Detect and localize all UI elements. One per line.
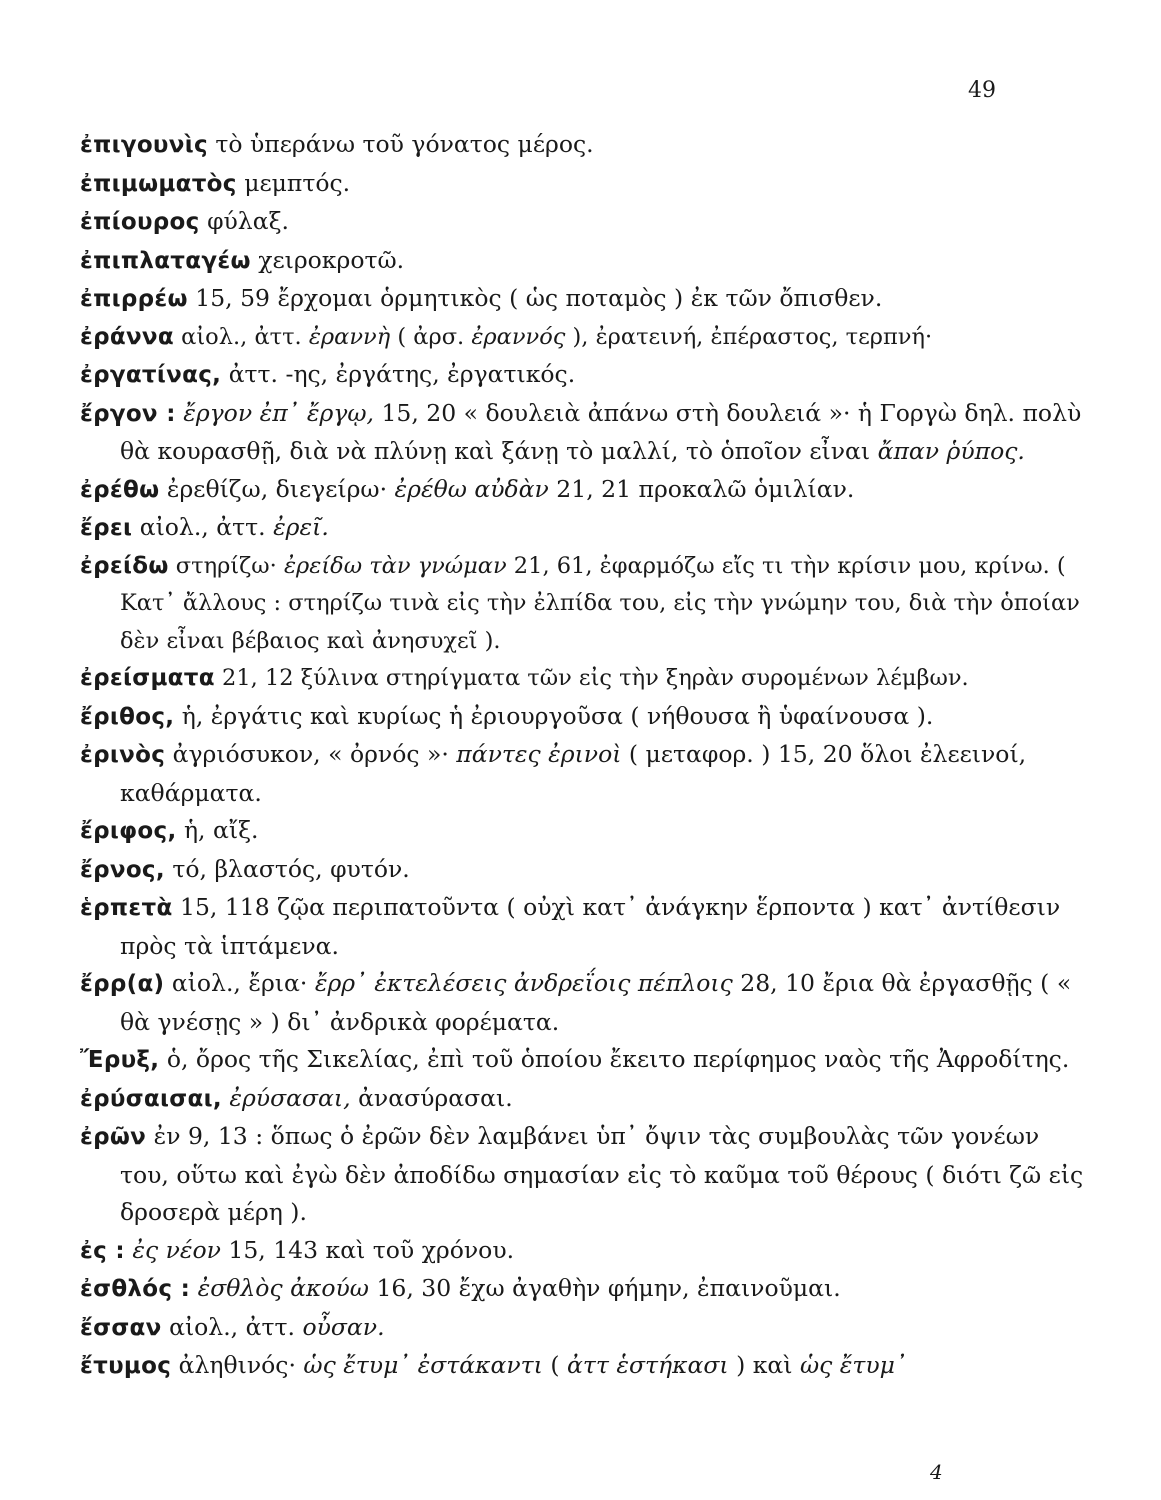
dictionary-entry	[80, 698, 1090, 737]
dictionary-entry	[80, 1309, 1090, 1348]
entry-definition: τὸ ὑπεράνω τοῦ γόνατος μέρος.	[207, 130, 594, 158]
entry-citation: οὖσαν.	[302, 1312, 385, 1341]
entry-headword: ἔσσαν	[80, 1314, 162, 1341]
entry-headword: ἐπιμωματὸς	[80, 170, 237, 197]
dictionary-entry	[80, 812, 1090, 851]
entry-definition: ἐρεθίζω, διεγείρω·	[159, 474, 395, 503]
dictionary-entry	[80, 548, 1090, 661]
entry-citation: ἐς νέον	[132, 1235, 221, 1264]
entry-definition: 21, 61, ἐφαρμόζω εἴς τι τὴν κρίσιν μου, κρίνω. ( Κατ᾽ ἄλλους : στηρίζω τινὰ εἰς τὴν ἐλπίδα του, εἰς τὴν γνώμην του, διὰ τὴν ὁποίαν δὲν εἶναι βέβαιος καὶ ἀνησυχεῖ ).	[120, 552, 1080, 654]
entry-citation: ἔρρ᾽ ἐκτελέσεις ἀνδρεΐοις πέπλοις	[314, 969, 733, 997]
entry-headword: ἐργατίνας,	[80, 362, 222, 388]
entry-headword: ἐρύσαισαι,	[80, 1085, 222, 1112]
entry-headword: ἐρείσματα	[80, 665, 215, 691]
entry-citation: ἐρέθω αὐδὰν	[394, 474, 549, 503]
entry-definition: αἰολ., ἔρια·	[164, 969, 315, 997]
entry-definition: ἀνασύρασαι.	[350, 1083, 513, 1112]
entry-definition: 21, 21 προκαλῶ ὁμιλίαν.	[548, 474, 855, 503]
entry-citation: ὡς ἔτυμ᾽	[799, 1351, 907, 1379]
dictionary-entry	[80, 1080, 1090, 1119]
dictionary-entry	[80, 1270, 1090, 1309]
entry-definition: 15, 59 ἔρχομαι ὁρμητικὸς ( ὡς ποταμὸς ) ἐκ τῶν ὄπισθεν.	[187, 284, 883, 312]
dictionary-entry	[80, 471, 1090, 510]
dictionary-entry	[80, 660, 1090, 698]
dictionary-entry	[80, 126, 1090, 165]
entry-definition: 15, 118 ζῷα περιπατοῦντα ( οὐχὶ κατ᾽ ἀνάγκην ἕρποντα ) κατ᾽ ἀντίθεσιν πρὸς τὰ ἱπτάμενα.	[120, 893, 1061, 960]
entry-definition: μεμπτός.	[236, 168, 351, 197]
entry-definition: τό, βλαστός, φυτόν.	[164, 854, 410, 883]
entry-citation: ἔργον ἐπ᾽ ἔργῳ,	[183, 398, 374, 427]
dictionary-entry	[80, 509, 1090, 548]
entry-citation: ἐρείδω τὰν γνώμαν	[283, 552, 507, 579]
entry-definition: αἰολ., ἀττ.	[174, 323, 309, 350]
entry-citation: ἐρύσασαι,	[229, 1083, 351, 1112]
entry-headword: ἔρρ(α)	[80, 971, 165, 997]
entry-definition: 16, 30 ἔχω ἀγαθὴν φήμην, ἐπαινοῦμαι.	[368, 1274, 841, 1302]
entry-definition: ἐν 9, 13 : ὅπως ὁ ἐρῶν δὲν λαμβάνει ὑπ᾽ ὄψιν τὰς συμβουλὰς τῶν γονέων του, οὕτω καὶ ἐγὼ δὲν ἀποδίδω σημασίαν εἰς τὸ καῦμα τοῦ θέρους ( διότι ζῶ εἰς δροσερὰ μέρη ).	[120, 1122, 1084, 1226]
entry-definition: ἀγριόσυκον, « ὀρνός »·	[165, 740, 457, 768]
entry-definition: ( ἀρσ.	[390, 323, 472, 350]
entry-headword: ἔργον :	[80, 400, 176, 427]
entry-headword: ἔρει	[80, 515, 133, 541]
entry-definition: ἡ, αἴξ.	[176, 816, 259, 844]
page-number: 49	[968, 78, 996, 103]
entry-headword: ἐσθλός :	[80, 1276, 191, 1302]
dictionary-entry	[80, 1232, 1090, 1271]
dictionary-entry	[80, 1041, 1090, 1080]
entry-headword: Ἔρυξ,	[80, 1047, 160, 1073]
dictionary-entry	[80, 203, 1090, 242]
entry-headword: ἔρνος,	[80, 856, 165, 883]
entry-citation: ἐρεῖ.	[273, 513, 329, 541]
entry-definition	[190, 1274, 197, 1302]
entry-headword: ἐρινὸς	[80, 742, 166, 768]
entry-citation: ἀττ ἑστήκασι	[567, 1351, 729, 1379]
entry-definition: αἰολ., ἀττ.	[161, 1312, 303, 1341]
entry-definition: (	[542, 1351, 568, 1379]
entry-definition: φύλαξ.	[199, 207, 289, 235]
entry-definition: ἀττ. -ης, ἐργάτης, ἐργατικός.	[221, 360, 576, 388]
dictionary-entries	[80, 126, 1090, 1386]
entry-headword: ἐρέθω	[80, 476, 160, 503]
entry-headword: ἐς :	[80, 1237, 125, 1264]
dictionary-entry	[80, 242, 1090, 281]
entry-headword: ἐπιρρέω	[80, 286, 188, 312]
entry-definition: ἡ, ἐργάτις καὶ κυρίως ἡ ἐριουργοῦσα ( νήθουσα ἢ ὑφαίνουσα ).	[174, 701, 934, 730]
entry-definition: χειροκροτῶ.	[250, 245, 405, 274]
dictionary-entry	[80, 319, 1090, 357]
entry-definition: ( μεταφορ. ) 15, 20 ὅλοι ἐλεεινοί, καθάρματα.	[120, 740, 1027, 807]
entry-citation: ἐσθλὸς ἀκούω	[197, 1274, 369, 1302]
dictionary-entry	[80, 1347, 1090, 1386]
entry-headword: ἐπίουρος	[80, 209, 200, 235]
entry-headword: ἔτυμος	[80, 1353, 172, 1379]
entry-definition: αἰολ., ἀττ.	[132, 513, 274, 541]
entry-definition: 28, 10 ἔρια θὰ ἐργασθῇς ( « θὰ γνέσῃς » ) δι᾽ ἀνδρικὰ φορέματα.	[120, 969, 1072, 1036]
entry-headword: ἔριφος,	[80, 818, 177, 844]
dictionary-entry	[80, 889, 1090, 965]
entry-headword: ἐπιγουνὶς	[80, 132, 208, 158]
dictionary-entry	[80, 280, 1090, 319]
entry-citation: ἐραννὴ	[308, 323, 391, 350]
dictionary-entry	[80, 165, 1090, 204]
dictionary-entry	[80, 1118, 1090, 1232]
entry-headword: ἑρπετὰ	[80, 895, 173, 921]
signature-mark: 4	[930, 1460, 943, 1484]
dictionary-entry	[80, 851, 1090, 890]
entry-definition: στηρίζω·	[168, 552, 284, 579]
entry-citation: ὡς ἔτυμ᾽ ἐστάκαντι	[303, 1351, 543, 1379]
entry-headword: ἔριθος,	[80, 703, 175, 730]
entry-headword: ἐρείδω	[80, 552, 169, 579]
entry-definition: ), ἐρατεινή, ἐπέραστος, τερπνή·	[565, 323, 933, 350]
dictionary-entry	[80, 736, 1090, 812]
entry-definition: ἀληθινός·	[171, 1351, 304, 1379]
dictionary-entry	[80, 356, 1090, 395]
entry-citation: πάντες ἐρινοὶ	[456, 740, 622, 768]
entry-headword: ἐράννα	[80, 323, 175, 350]
entry-definition: 15, 20 « δουλειὰ ἀπάνω στὴ δουλειά »· ἡ Γοργὼ δηλ. πολὺ θὰ κουρασθῇ, διὰ νὰ πλύνῃ καὶ ξάνῃ τὸ μαλλί, τὸ ὁποῖον εἶναι	[120, 398, 1082, 465]
entry-headword: ἐρῶν	[80, 1124, 147, 1150]
entry-citation: ἄπαν ῥύπος.	[877, 437, 1025, 465]
entry-definition: 21, 12 ξύλινα στηρίγματα τῶν εἰς τὴν ξηρὰν συρομένων λέμβων.	[214, 665, 969, 691]
entry-definition: ) καὶ	[728, 1351, 800, 1379]
entry-citation: ἐραννός	[471, 323, 566, 350]
dictionary-entry	[80, 395, 1090, 471]
entry-headword: ἐπιπλαταγέω	[80, 247, 251, 274]
entry-definition: 15, 143 καὶ τοῦ χρόνου.	[220, 1235, 515, 1264]
entry-definition: ὁ, ὄρος τῆς Σικελίας, ἐπὶ τοῦ ὁποίου ἔκειτο περίφημος ναὸς τῆς Ἀφροδίτης.	[159, 1045, 1070, 1073]
dictionary-entry	[80, 965, 1090, 1041]
